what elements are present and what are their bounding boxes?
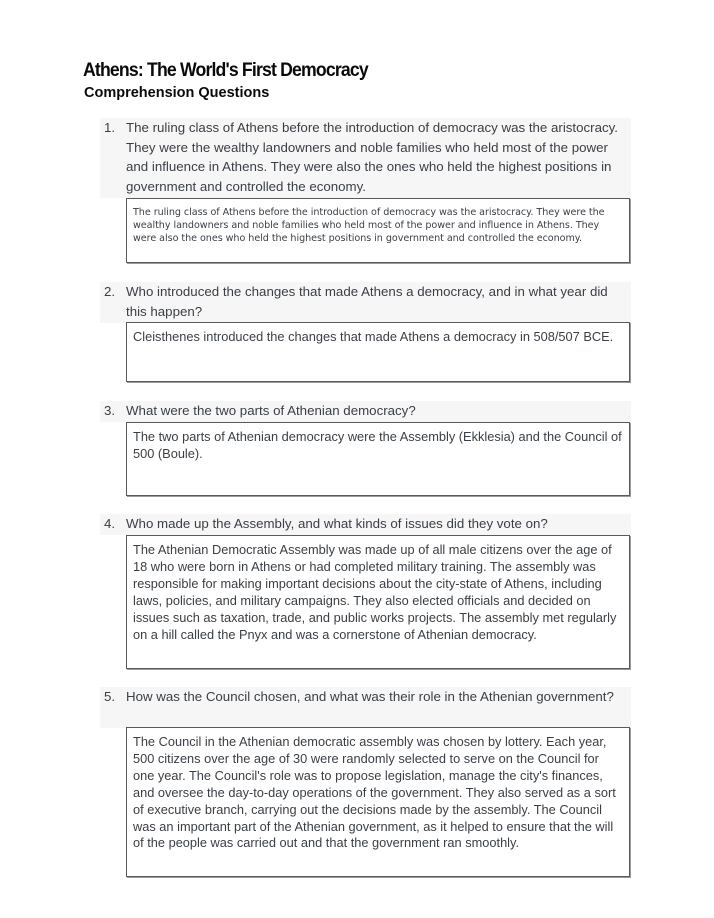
question-2-text: Who introduced the changes that made Athens a democracy, and in what year did this happen? [126, 284, 608, 319]
question-5-number: 5. [104, 689, 116, 704]
question-1-text: The ruling class of Athens before the introduction of democracy was the aristocracy. They were the wealthy landowners and noble families who held most of the power and influence in Athens. They were also the ones who held the highest positions in government and controlled the economy. [126, 120, 618, 194]
answer-4-box[interactable]: The Athenian Democratic Assembly was made up of all male citizens over the age of 18 who were born in Athens or had completed military training. The assembly was responsible for making important decisions about the city-state of Athens, including laws, policies, and military campaigns. They also elected officials and decided on issues such as taxation, trade, and public works projects. The assembly met regularly on a hill called the Pnyx and was a cornerstone of Athenian democracy. [126, 535, 630, 669]
document-subtitle: Comprehension Questions [84, 85, 270, 101]
question-5-text: How was the Council chosen, and what was their role in the Athenian government? [126, 689, 614, 704]
question-2-number: 2. [104, 284, 116, 299]
answer-5-box[interactable]: The Council in the Athenian democratic assembly was chosen by lottery. Each year, 500 citizens over the age of 30 were randomly selected to serve on the Council for one year. The Council's role was to propose legislation, manage the city's finances, and oversee the day-to-day operations of the government. They also served as a sort of executive branch, carrying out the decisions made by the assembly. The Council was an important part of the Athenian government, as it helped to ensure that the will of the people was carried out and that the government ran smoothly. [126, 727, 630, 877]
question-3-text: What were the two parts of Athenian democracy? [126, 403, 416, 418]
question-1-number: 1. [104, 120, 116, 135]
answer-1-box[interactable]: The ruling class of Athens before the introduction of democracy was the aristocracy. They were the wealthy landowners and noble families who held most of the power and influence in Athens. They were also the ones who held the highest positions in government and controlled the economy. [126, 198, 630, 263]
answer-2-box[interactable]: Cleisthenes introduced the changes that made Athens a democracy in 508/507 BCE. [126, 322, 630, 382]
question-4-text: Who made up the Assembly, and what kinds of issues did they vote on? [126, 516, 548, 531]
question-4-number: 4. [104, 516, 116, 531]
document-title: Athens: The World's First Democracy [83, 60, 368, 81]
answer-3-box[interactable]: The two parts of Athenian democracy were the Assembly (Ekklesia) and the Council of 500 (Boule). [126, 422, 630, 496]
question-3-number: 3. [104, 403, 116, 418]
